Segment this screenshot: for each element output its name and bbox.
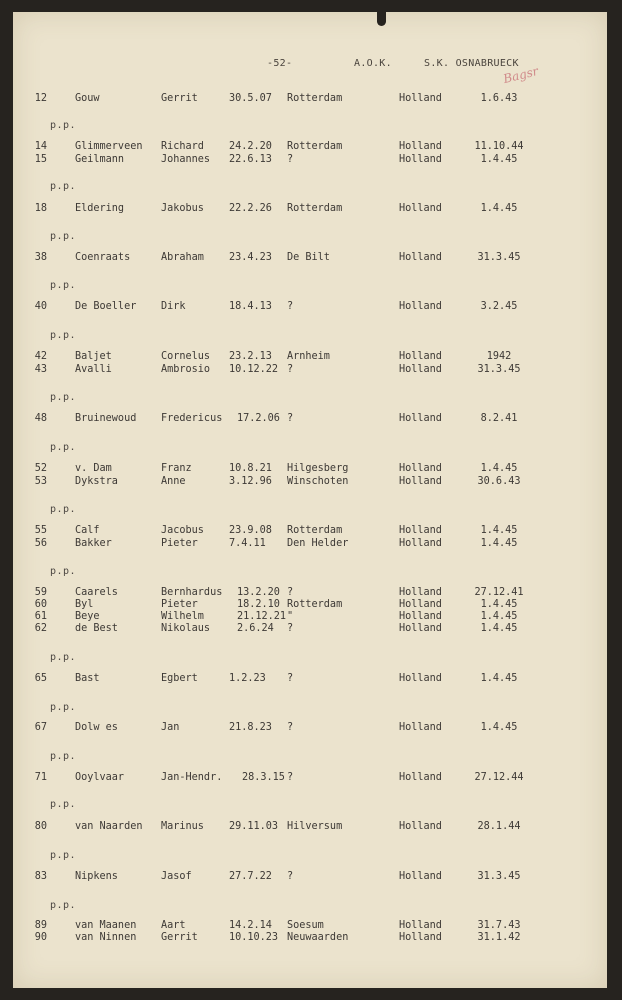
record-birth-place: Neuwaarden [287,932,349,943]
record-surname: Bruinewoud [75,413,137,424]
record-surname: Avalli [75,364,112,375]
record-birth-date: 17.2.06 [237,413,280,424]
record-birth-place: Soesum [287,920,324,931]
pp-marker: p.p. [50,566,77,577]
pp-marker: p.p. [50,280,77,291]
record-row [13,413,607,426]
record-birth-date: 24.2.20 [229,141,272,152]
record-date: 8.2.41 [480,413,518,424]
record-birth-place: Rotterdam [287,141,343,152]
record-given-name: Jakobus [161,203,204,214]
record-given-name: Cornelus [161,351,211,362]
record-birth-place: ? [287,587,294,598]
record-birth-date: 10.12.22 [229,364,279,375]
record-birth-date: 1.2.23 [229,673,266,684]
record-surname: v. Dam [75,463,112,474]
pp-marker: p.p. [50,181,77,192]
record-date: 31.1.42 [477,932,521,943]
record-birth-place: Hilgesberg [287,463,349,474]
record-birth-place: ? [287,413,294,424]
record-date: 28.1.44 [477,821,521,832]
record-surname: van Maanen [75,920,137,931]
record-surname: Gouw [75,93,100,104]
record-row [13,673,607,686]
record-number: 71 [34,772,47,783]
pp-marker: p.p. [50,330,77,341]
record-date: 1.4.45 [480,154,518,165]
record-given-name: Abraham [161,252,204,263]
record-date: 1.4.45 [480,538,518,549]
record-nationality: Holland [399,772,442,783]
record-date: 31.3.45 [477,252,521,263]
record-birth-place: De Bilt [287,252,330,263]
record-surname: Coenraats [75,252,131,263]
record-birth-place: ? [287,772,294,783]
page-number: -52- [267,58,293,69]
record-nationality: Holland [399,93,442,104]
record-given-name: Egbert [161,673,198,684]
record-nationality: Holland [399,525,442,536]
record-birth-date: 3.12.96 [229,476,272,487]
record-number: 40 [34,301,47,312]
record-number: 89 [34,920,47,931]
record-birth-date: 10.8.21 [229,463,272,474]
record-date: 1.4.45 [480,722,518,733]
record-row [13,932,607,945]
record-row [13,821,607,834]
record-row [13,476,607,489]
record-row [13,141,607,154]
location-heading: S.K. OSNABRUECK [424,58,519,69]
pp-marker: p.p. [50,231,77,242]
record-birth-place: ? [287,364,294,375]
record-number: 80 [34,821,47,832]
record-birth-place: Rotterdam [287,525,343,536]
record-number: 38 [34,252,47,263]
record-nationality: Holland [399,351,442,362]
record-row [13,364,607,377]
record-date: 1.4.45 [480,599,518,610]
record-nationality: Holland [399,871,442,882]
record-birth-place: Rotterdam [287,203,343,214]
record-date: 1.4.45 [480,525,518,536]
pp-marker: p.p. [50,504,77,515]
record-birth-date: 21.8.23 [229,722,272,733]
record-birth-date: 14.2.14 [229,920,272,931]
record-number: 12 [34,93,47,104]
record-birth-date: 29.11.03 [229,821,279,832]
record-date: 1.4.45 [480,463,518,474]
agency-code: A.O.K. [354,58,392,69]
record-surname: van Naarden [75,821,143,832]
record-surname: Dykstra [75,476,118,487]
record-surname: Beye [75,611,100,622]
record-date: 1.6.43 [480,93,518,104]
record-birth-place: Winschoten [287,476,349,487]
record-date: 1.4.45 [480,611,518,622]
record-birth-place: " [287,611,294,622]
record-number: 42 [34,351,47,362]
record-surname: Dolw es [75,722,118,733]
record-birth-place: ? [287,722,294,733]
record-nationality: Holland [399,599,442,610]
record-number: 15 [34,154,47,165]
record-birth-date: 22.6.13 [229,154,272,165]
record-number: 56 [34,538,47,549]
record-date: 11.10.44 [474,141,524,152]
record-given-name: Richard [161,141,204,152]
record-given-name: Aart [161,920,186,931]
record-number: 14 [34,141,47,152]
record-row [13,525,607,538]
record-row [13,301,607,314]
pp-marker: p.p. [50,702,77,713]
record-number: 62 [34,623,47,634]
record-date: 1942 [486,351,512,362]
record-birth-place: ? [287,673,294,684]
record-given-name: Ambrosio [161,364,211,375]
record-number: 83 [34,871,47,882]
pp-marker: p.p. [50,850,77,861]
punch-notch [377,12,386,26]
record-birth-date: 10.10.23 [229,932,279,943]
record-number: 43 [34,364,47,375]
record-birth-date: 21.12.21 [237,611,287,622]
pp-marker: p.p. [50,442,77,453]
record-surname: de Best [75,623,118,634]
record-date: 31.3.45 [477,871,521,882]
record-date: 3.2.45 [480,301,518,312]
record-birth-date: 28.3.15 [242,772,285,783]
record-row [13,154,607,167]
record-nationality: Holland [399,252,442,263]
record-given-name: Pieter [161,599,198,610]
record-number: 67 [34,722,47,733]
record-date: 1.4.45 [480,673,518,684]
record-given-name: Jacobus [161,525,204,536]
record-birth-date: 30.5.07 [229,93,272,104]
record-given-name: Nikolaus [161,623,211,634]
record-row [13,871,607,884]
record-given-name: Marinus [161,821,204,832]
record-row [13,538,607,551]
record-surname: De Boeller [75,301,137,312]
record-given-name: Jan [161,722,180,733]
record-nationality: Holland [399,673,442,684]
record-row [13,93,607,106]
record-birth-place: Hilversum [287,821,343,832]
pp-marker: p.p. [50,799,77,810]
record-surname: Geilmann [75,154,125,165]
record-given-name: Jan-Hendr. [161,772,223,783]
record-birth-date: 23.2.13 [229,351,272,362]
record-nationality: Holland [399,920,442,931]
record-number: 60 [34,599,47,610]
record-birth-date: 2.6.24 [237,623,274,634]
record-birth-date: 7.4.11 [229,538,266,549]
record-given-name: Johannes [161,154,211,165]
record-given-name: Gerrit [161,93,198,104]
record-nationality: Holland [399,463,442,474]
record-birth-place: ? [287,623,294,634]
record-surname: Caarels [75,587,118,598]
pp-marker: p.p. [50,120,77,131]
record-surname: Bast [75,673,100,684]
record-date: 27.12.44 [474,772,524,783]
record-surname: Eldering [75,203,125,214]
record-birth-date: 22.2.26 [229,203,272,214]
record-given-name: Bernhardus [161,587,223,598]
record-number: 52 [34,463,47,474]
record-row [13,772,607,785]
record-surname: Byl [75,599,94,610]
record-given-name: Dirk [161,301,186,312]
record-birth-place: ? [287,154,294,165]
record-surname: Nipkens [75,871,118,882]
record-surname: Ooylvaar [75,772,125,783]
record-nationality: Holland [399,932,442,943]
record-birth-date: 23.4.23 [229,252,272,263]
record-date: 31.3.45 [477,364,521,375]
record-birth-date: 13.2.20 [237,587,280,598]
record-birth-place: Rotterdam [287,599,343,610]
record-birth-date: 18.4.13 [229,301,272,312]
record-given-name: Gerrit [161,932,198,943]
record-date: 1.4.45 [480,623,518,634]
record-given-name: Pieter [161,538,198,549]
record-birth-place: Rotterdam [287,93,343,104]
record-given-name: Wilhelm [161,611,204,622]
record-nationality: Holland [399,722,442,733]
record-number: 18 [34,203,47,214]
record-date: 1.4.45 [480,203,518,214]
record-birth-place: Arnheim [287,351,330,362]
record-number: 90 [34,932,47,943]
handwritten-stamp: Bagsr [501,63,540,87]
record-nationality: Holland [399,301,442,312]
pp-marker: p.p. [50,392,77,403]
document-page [13,12,607,988]
record-nationality: Holland [399,413,442,424]
record-nationality: Holland [399,623,442,634]
record-given-name: Fredericus [161,413,223,424]
record-nationality: Holland [399,821,442,832]
record-row [13,351,607,364]
record-row [13,463,607,476]
record-number: 48 [34,413,47,424]
record-date: 30.6.43 [477,476,521,487]
record-surname: Bakker [75,538,112,549]
record-birth-date: 23.9.08 [229,525,272,536]
pp-marker: p.p. [50,652,77,663]
record-date: 31.7.43 [477,920,521,931]
pp-marker: p.p. [50,751,77,762]
record-row [13,203,607,216]
record-birth-date: 27.7.22 [229,871,272,882]
record-nationality: Holland [399,538,442,549]
record-surname: Baljet [75,351,112,362]
record-given-name: Franz [161,463,192,474]
record-nationality: Holland [399,154,442,165]
record-nationality: Holland [399,476,442,487]
record-birth-place: Den Helder [287,538,349,549]
record-nationality: Holland [399,587,442,598]
pp-marker: p.p. [50,900,77,911]
record-birth-date: 18.2.10 [237,599,280,610]
record-surname: van Ninnen [75,932,137,943]
record-row [13,623,607,636]
record-given-name: Jasof [161,871,192,882]
record-row [13,722,607,735]
record-number: 59 [34,587,47,598]
record-date: 27.12.41 [474,587,524,598]
record-nationality: Holland [399,141,442,152]
record-number: 53 [34,476,47,487]
record-birth-place: ? [287,871,294,882]
record-surname: Calf [75,525,100,536]
record-nationality: Holland [399,364,442,375]
record-number: 55 [34,525,47,536]
record-surname: Glimmerveen [75,141,143,152]
record-number: 65 [34,673,47,684]
record-nationality: Holland [399,203,442,214]
record-given-name: Anne [161,476,186,487]
record-row [13,252,607,265]
record-number: 61 [34,611,47,622]
record-nationality: Holland [399,611,442,622]
record-birth-place: ? [287,301,294,312]
